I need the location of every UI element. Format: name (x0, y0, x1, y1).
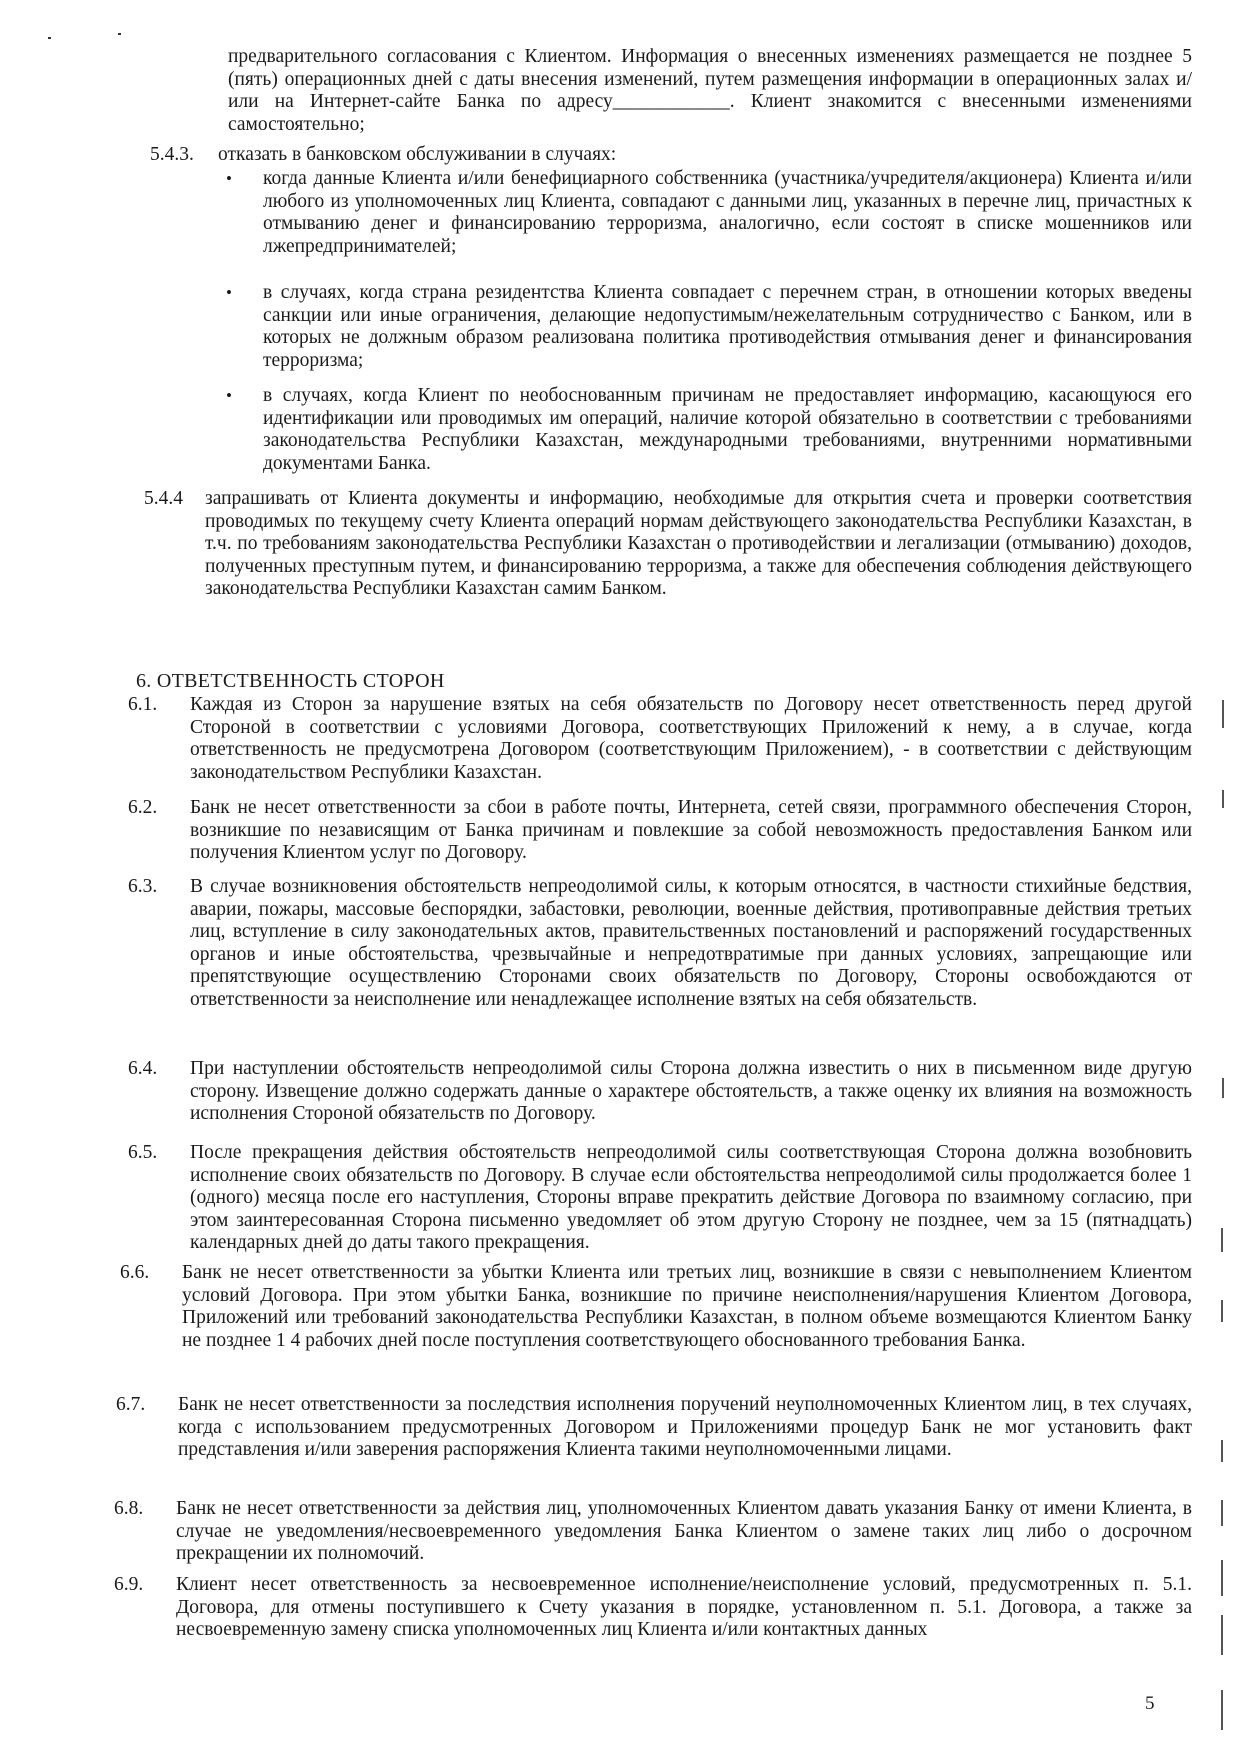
clause-number-6-5: 6.5. (128, 1142, 158, 1163)
scan-margin-line (1222, 790, 1224, 808)
clause-6-5-text: После прекращения действия обстоятельств непреодолимой силы соответствующая Сторона должна возобновить исполнение своих обязательств по Договору. В случае если обстоятельства непреодолимой силы продолжается более 1 (одного) месяца после его наступления, Стороны вправе прекратить действие Договора по взаимному согласию, при этом заинтересованная Сторона письменно уведомляет об этом другую Сторону не позднее, чем за 15 (пятнадцать) календарных дней до даты такого прекращения. (190, 1142, 1192, 1253)
clause-6-1-text: Каждая из Сторон за нарушение взятых на себя обязательств по Договору несет ответственность перед другой Стороной в соответствии с условиями Договора, соответствующих Приложений к нему, а в случае, когда ответственность не предусмотрена Договором (соответствующим Приложением), - в соответствии с действующим законодательством Республики Казахстан. (190, 694, 1192, 783)
scan-margin-line (1221, 1690, 1223, 1730)
clause-number-6-7: 6.7. (116, 1394, 146, 1415)
clause-5-4-3-text: отказать в банковском обслуживании в случаях: (218, 144, 617, 165)
scan-speck (118, 33, 121, 35)
clause-6-4-text: При наступлении обстоятельств непреодолимой силы Сторона должна известить о них в письменном виде другую сторону. Извещение должно содержать данные о характере обстоятельств, а также оценку их влияния на возможность исполнения Стороной обязательств по Договору. (190, 1058, 1192, 1124)
clause-6-7-text: Банк не несет ответственности за последствия исполнения поручений неуполномоченных Клиентом лиц, в тех случаях, когда с использованием предусмотренных Договором и Приложениями процедур Банк не мог установить факт представления и/или заверения распоряжения Клиента такими неуполномоченными лицами. (178, 1394, 1192, 1460)
clause-6-9-text: Клиент несет ответственность за несвоевременное исполнение/неисполнение условий, предусмотренных п. 5.1. Договора, для отмены поступившего к Счету указания в порядке, установленном п. 5.1. Договора, а также за несвоевременную замену списка уполномоченных лиц Клиента и/или контактных данных (176, 1574, 1192, 1640)
bullet-item-3: в случаях, когда Клиент по необоснованным причинам не предоставляет информацию, касающуюся его идентификации или проводимых им операций, наличие которой обязательно в соответствии с требованиями законодательства Республики Казахстан, международными требованиями, внутренними нормативными документами Банка. (263, 385, 1192, 474)
scan-speck (48, 37, 51, 39)
clause-number-6-3: 6.3. (128, 876, 158, 897)
clause-6-8-text: Банк не несет ответственности за действия лиц, уполномоченных Клиентом давать указания Банку от имени Клиента, в случае не уведомления/несвоевременного уведомления Банка Клиентом о замене таких лиц либо о досрочном прекращении их полномочий. (176, 1498, 1192, 1564)
bullet-item-1: когда данные Клиента и/или бенефициарного собственника (участника/учредителя/акционера) Клиента и/или любого из уполномоченных лиц Клиента, совпадают с данными лиц, указанных в перечне лиц, причастных к отмыванию денег и финансированию терроризма, аналогично, если состоят в списке мошенников или лжепредпринимателей; (263, 168, 1192, 257)
bullet-marker: • (226, 386, 232, 405)
clause-number-6-9: 6.9. (114, 1574, 144, 1595)
scan-margin-line (1221, 1300, 1223, 1322)
bullet-marker: • (226, 169, 232, 188)
clause-number-6-8: 6.8. (114, 1498, 144, 1519)
clause-number-6-2: 6.2. (128, 797, 158, 818)
clause-number-6-4: 6.4. (128, 1058, 158, 1079)
scan-margin-line (1222, 700, 1224, 728)
scan-margin-line (1221, 1500, 1223, 1526)
clause-number-6-6: 6.6. (120, 1262, 150, 1283)
scan-margin-line (1221, 1228, 1223, 1252)
clause-number-5-4-4: 5.4.4 (144, 488, 183, 509)
section-heading: 6. ОТВЕТСТВЕННОСТЬ СТОРОН (136, 670, 445, 692)
clause-6-3-text: В случае возникновения обстоятельств непреодолимой силы, к которым относятся, в частности стихийные бедствия, аварии, пожары, массовые беспорядки, забастовки, революции, военные действия, противоправные действия третьих лиц, вступление в силу законодательных актов, правительственных постановлений и распоряжений государственных органов и иные обстоятельства, чрезвычайные и непредотвратимые при данных условиях, запрещающие или препятствующие осуществлению Сторонами своих обязательств по Договору, Стороны освобождаются от ответственности за неисполнение или ненадлежащее исполнение взятых на себя обязательств. (190, 876, 1192, 1010)
scan-margin-line (1221, 1440, 1223, 1462)
clause-number-6-1: 6.1. (128, 694, 158, 715)
bullet-marker: • (226, 283, 232, 302)
clause-number-5-4-3: 5.4.3. (150, 144, 194, 165)
bullet-item-2: в случаях, когда страна резидентства Клиента совпадает с перечнем стран, в отношении которых введены санкции или иные ограничения, делающие недопустимым/нежелательным сотрудничество с Банком, или в которых не должным образом реализована политика противодействия отмывания денег и финансирования терроризма; (263, 282, 1192, 371)
page-number: 5 (1145, 1693, 1155, 1714)
scan-margin-line (1222, 1078, 1224, 1098)
clause-6-2-text: Банк не несет ответственности за сбои в работе почты, Интернета, сетей связи, программного обеспечения Сторон, возникшие по независящим от Банка причинам и повлекшие за собой невозможность предоставления Банком или получения Клиентом услуг по Договору. (190, 797, 1192, 863)
scan-margin-line (1221, 1615, 1223, 1655)
clause-5-4-4-text: запрашивать от Клиента документы и информацию, необходимые для открытия счета и проверки соответствия проводимых по текущему счету Клиента операций нормам действующего законодательства Республики Казахстан, в т.ч. по требованиям законодательства Республики Казахстан о противодействии и легализации (отмыванию) доходов, полученных преступным путем, и финансированию терроризма, а также для обеспечения соблюдения действующего законодательства Республики Казахстан самим Банком. (205, 488, 1192, 599)
scan-margin-line (1221, 1560, 1223, 1596)
clause-6-6-text: Банк не несет ответственности за убытки Клиента или третьих лиц, возникшие в связи с невыполнением Клиентом условий Договора. При этом убытки Банка, возникшие по причине неисполнения/нарушения Клиентом Договора, Приложений или требований законодательства Республики Казахстан, в полном объеме возмещаются Клиентом Банку не позднее 1 4 рабочих дней после поступления соответствующего обоснованного требования Банка. (182, 1262, 1192, 1351)
paragraph-continuation: предварительного согласования с Клиентом. Информация о внесенных изменениях размещается не позднее 5 (пять) операционных дней с даты внесения изменений, путем размещения информации в операционных залах и/или на Интернет-сайте Банка по адресу____________. Клиент знакомится с внесенными изменениями самостоятельно; (228, 46, 1192, 135)
